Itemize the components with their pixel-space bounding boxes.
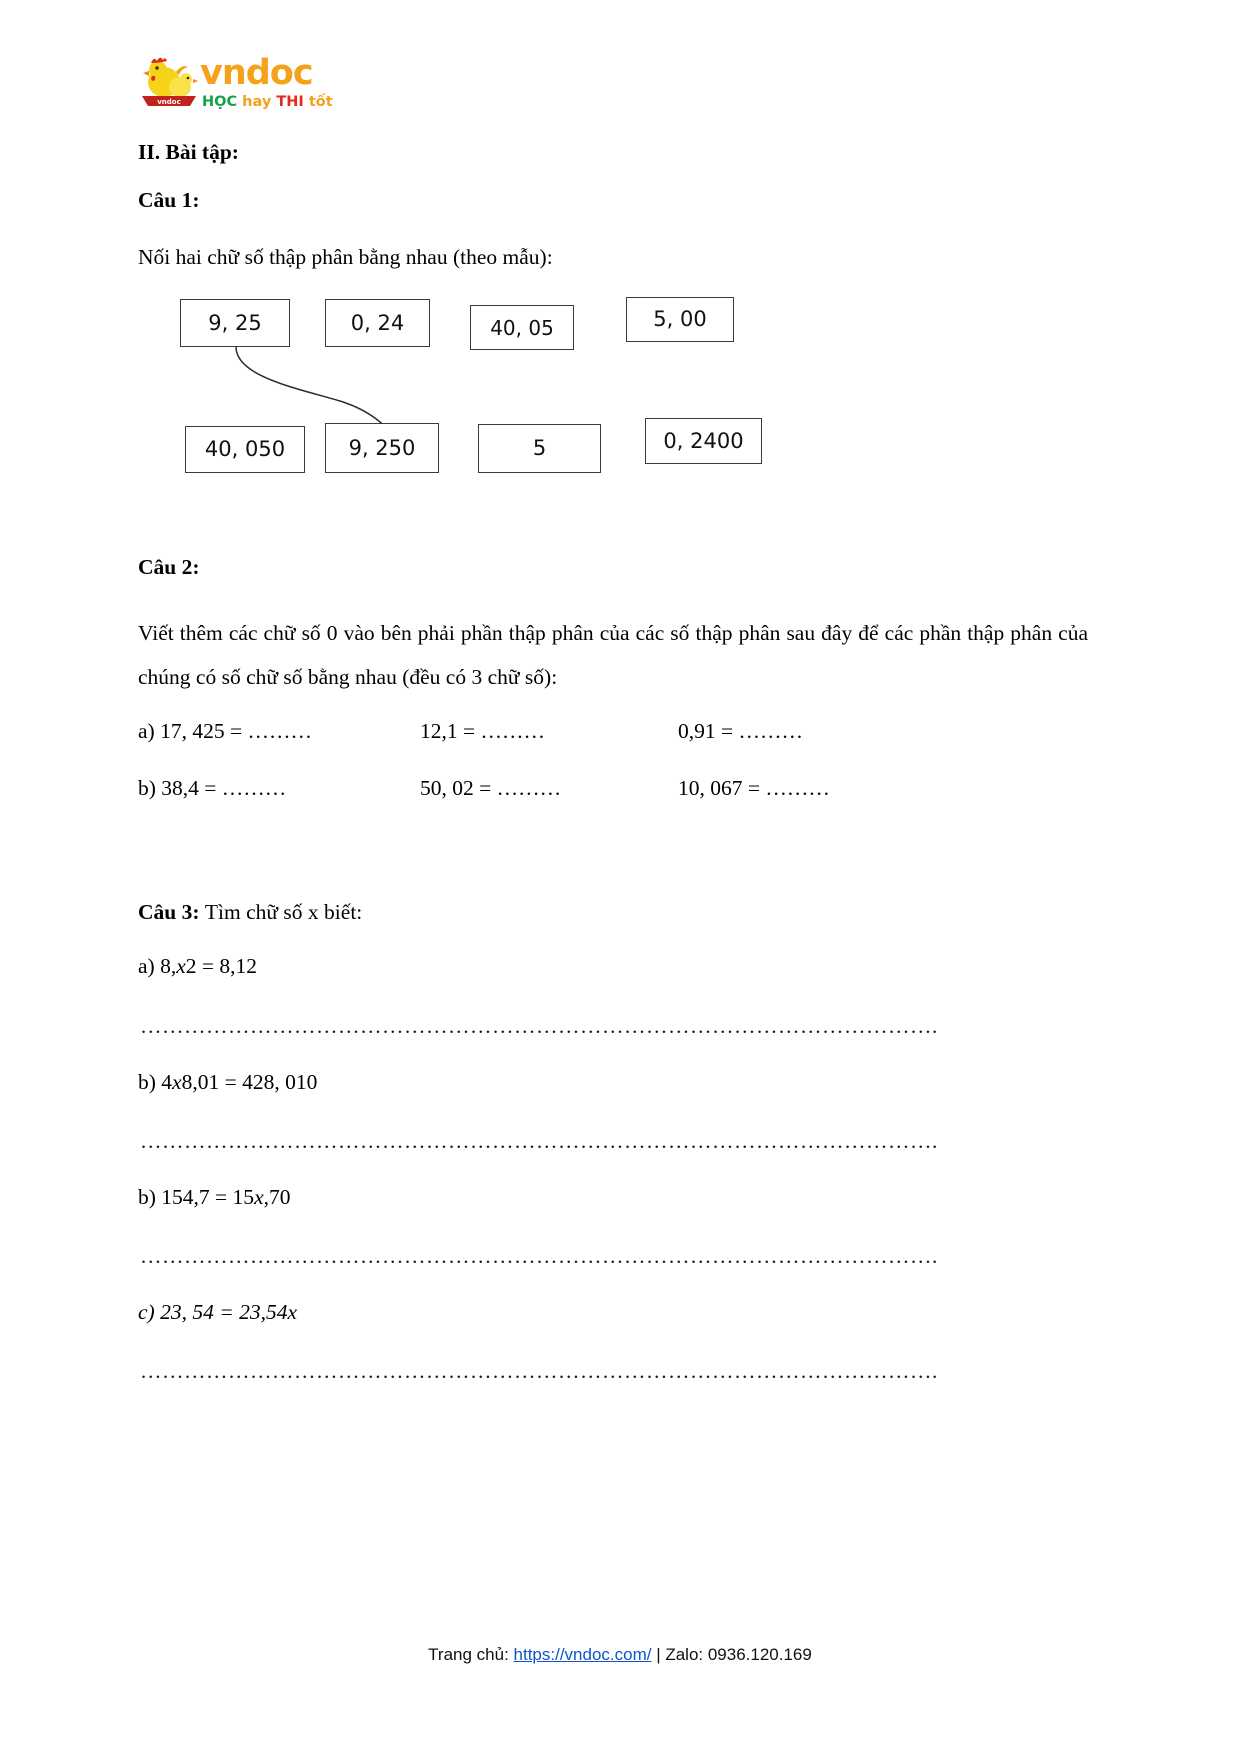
- tagline-hoc: HỌC: [202, 94, 238, 110]
- logo-wordmark: vndoc: [200, 53, 313, 93]
- cau3-item-b2-label: b): [138, 1185, 156, 1209]
- cau2-b-item-3: 10, 067 = ………: [678, 776, 830, 800]
- tagline-thi: THI: [276, 94, 304, 110]
- number-box-top-1[interactable]: 9, 25: [180, 299, 290, 347]
- vndoc-logo: [138, 52, 333, 114]
- cau3-item-a: a) 8,x2 = 8,12: [138, 954, 258, 978]
- cau2-b-item-1: b) 38,4 = ………: [138, 776, 287, 800]
- cau3-answer-line-c[interactable]: ……………………………………………………………………………………………….: [140, 1359, 938, 1383]
- cau3-item-c-var: x: [287, 1300, 298, 1324]
- cau2-heading: Câu 2:: [138, 555, 200, 579]
- cau1-description: Nối hai chữ số thập phân bằng nhau (theo mẫu):: [138, 245, 553, 269]
- cau3-item-a-var: x: [176, 954, 186, 978]
- cau2-b-item-2: 50, 02 = ………: [420, 776, 562, 800]
- matching-exercise-area: [0, 285, 1240, 485]
- cau3-heading: Câu 3:: [138, 900, 200, 924]
- section-title: II. Bài tập:: [138, 140, 239, 164]
- cau3-item-b1-var: x: [172, 1070, 182, 1094]
- cau2-b-label: b): [138, 776, 156, 800]
- number-box-bottom-1[interactable]: 40, 050: [185, 426, 305, 473]
- logo-tagline: [202, 94, 333, 110]
- cau3-item-b2-var: x: [254, 1185, 264, 1209]
- tagline-tot: tốt: [308, 94, 333, 110]
- cau2-row-b: [138, 774, 1098, 802]
- cau2-body: Viết thêm các chữ số 0 vào bên phải phần thập phân của các số thập phân sau đây để các phần thập phân của chúng có số chữ số bằng nhau (đều có 3 chữ số):: [138, 621, 1088, 689]
- cau3-item-b1-label: b): [138, 1070, 156, 1094]
- number-box-top-4[interactable]: 5, 00: [626, 297, 734, 342]
- footer-suffix: | Zalo: 0936.120.169: [651, 1645, 812, 1664]
- cau3-item-b1: b) 4x8,01 = 428, 010: [138, 1070, 318, 1094]
- number-box-top-3[interactable]: 40, 05: [470, 305, 574, 350]
- cau3-answer-line-b1[interactable]: ……………………………………………………………………………………………….: [140, 1129, 938, 1153]
- cau3-answer-line-b2[interactable]: ……………………………………………………………………………………………….: [140, 1244, 938, 1268]
- cau3-answer-line-a[interactable]: ……………………………………………………………………………………………….: [140, 1014, 938, 1038]
- cau3-item-a-label: a): [138, 954, 155, 978]
- chicken-mascot-icon: [138, 52, 200, 114]
- cau2-a-item-3: 0,91 = ………: [678, 719, 804, 743]
- cau2-a-label: a): [138, 719, 155, 743]
- cau3-prompt: Tìm chữ số x biết:: [204, 900, 363, 924]
- cau2-a-item-1: a) 17, 425 = ………: [138, 719, 312, 743]
- cau2-a-item-2: 12,1 = ………: [420, 719, 546, 743]
- cau3-item-c-label: c): [138, 1300, 155, 1324]
- cau3-heading-row: [138, 898, 362, 926]
- cau3-item-c: c) 23, 54 = 23,54x: [138, 1300, 298, 1324]
- footer-website-link[interactable]: https://vndoc.com/: [513, 1645, 652, 1664]
- cau1-heading: Câu 1:: [138, 188, 200, 212]
- cau3-item-b2: b) 154,7 = 15x,70: [138, 1185, 291, 1209]
- number-box-bottom-2[interactable]: 9, 250: [325, 423, 439, 473]
- page-footer: [0, 1645, 1240, 1665]
- tagline-hay: hay: [242, 94, 272, 110]
- number-box-bottom-4[interactable]: 0, 2400: [645, 418, 762, 464]
- number-box-bottom-3[interactable]: 5: [478, 424, 601, 473]
- number-box-top-2[interactable]: 0, 24: [325, 299, 430, 347]
- svg-text:vndoc: vndoc: [157, 98, 181, 106]
- cau2-row-a: [138, 717, 1098, 745]
- footer-prefix: Trang chủ:: [428, 1645, 514, 1664]
